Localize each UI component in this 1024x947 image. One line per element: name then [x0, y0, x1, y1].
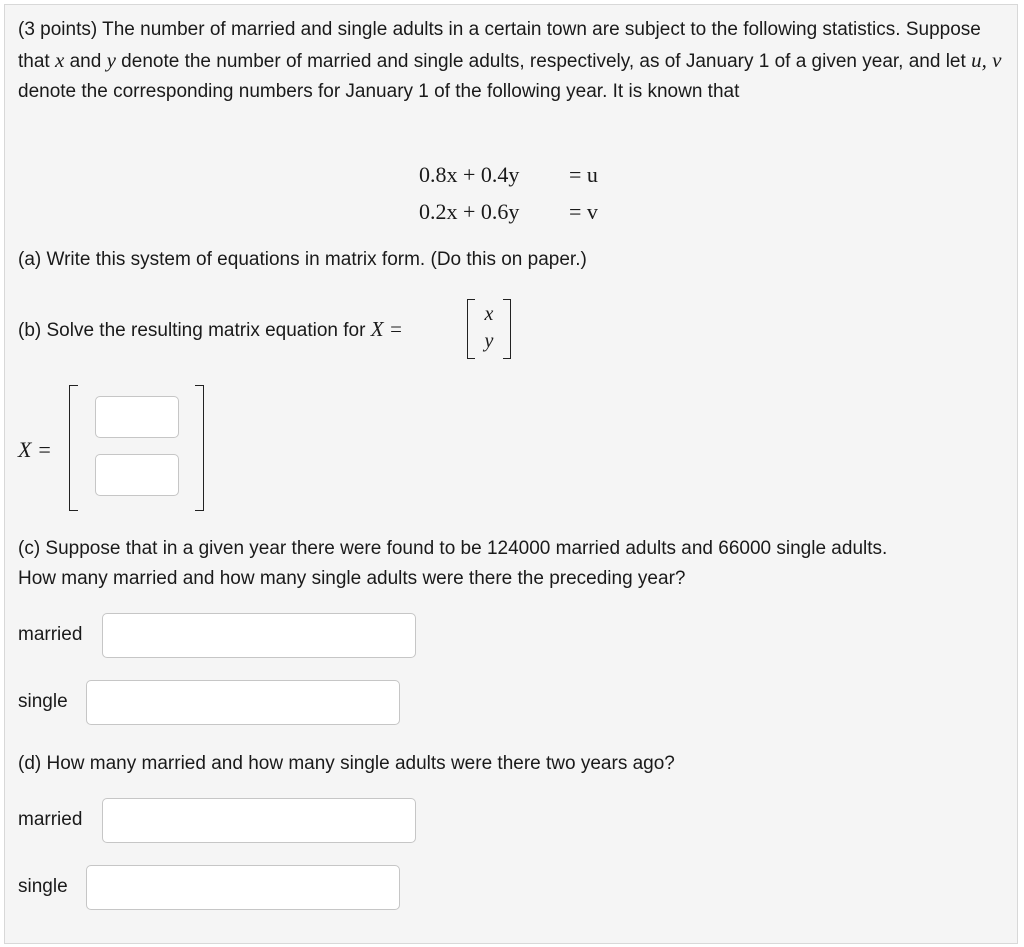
- question-panel: [4, 4, 1018, 944]
- part-d-single-input[interactable]: [86, 865, 400, 910]
- intro-text-4: denote the corresponding numbers for January 1 of the following year. It is known that: [18, 81, 740, 102]
- part-d-single-label: single: [18, 876, 68, 897]
- answer-matrix-left-bracket: [69, 385, 78, 511]
- equation-2-rhs: = v: [569, 199, 598, 224]
- part-b-prompt: (b) Solve the resulting matrix equation for: [18, 320, 371, 341]
- matrix-answer-x-input[interactable]: [95, 396, 179, 438]
- part-c-text-1: (c) Suppose that in a given year there were found to be 124000 married adults and 66000 single adults.: [18, 538, 888, 559]
- part-c-single-label: single: [18, 691, 68, 712]
- var-uv: u, v: [971, 48, 1002, 72]
- var-x: x: [54, 48, 65, 72]
- intro-text-2: and: [64, 51, 107, 72]
- part-b-text: [18, 317, 403, 342]
- problem-intro: [18, 15, 1008, 107]
- part-d-text: (d) How many married and how many single adults were there two years ago?: [18, 753, 675, 774]
- vector-entry-x: x: [484, 303, 494, 325]
- part-c-text-2: How many married and how many single adults were there the preceding year?: [18, 568, 686, 589]
- answer-matrix-right-bracket: [195, 385, 204, 511]
- part-d-married-label: married: [18, 809, 83, 830]
- matrix-answer-y-input[interactable]: [95, 454, 179, 496]
- part-b-var: X =: [370, 317, 403, 341]
- part-a-text: (a) Write this system of equations in matrix form. (Do this on paper.): [18, 249, 587, 270]
- intro-text-3: denote the number of married and single adults, respectively, as of January 1 of a given year, and let: [115, 51, 972, 72]
- equation-2-lhs: 0.2x + 0.6y: [419, 199, 520, 224]
- equation-1-lhs: 0.8x + 0.4y: [419, 162, 520, 187]
- intro-paragraph: [18, 15, 1008, 107]
- equation-1-rhs: = u: [569, 162, 598, 187]
- var-y: y: [106, 48, 116, 72]
- part-c-married-label: married: [18, 624, 83, 645]
- answer-matrix-label: X =: [18, 437, 52, 462]
- intro-text-1: (3 points) The number of married and single adults in a certain town are subject to the following statistics. Suppose that: [18, 19, 981, 72]
- part-c-single-input[interactable]: [86, 680, 400, 725]
- part-c-married-input[interactable]: [102, 613, 416, 658]
- vector-entry-y: y: [484, 330, 494, 352]
- part-d-married-input[interactable]: [102, 798, 416, 843]
- xy-column-vector: [463, 299, 515, 359]
